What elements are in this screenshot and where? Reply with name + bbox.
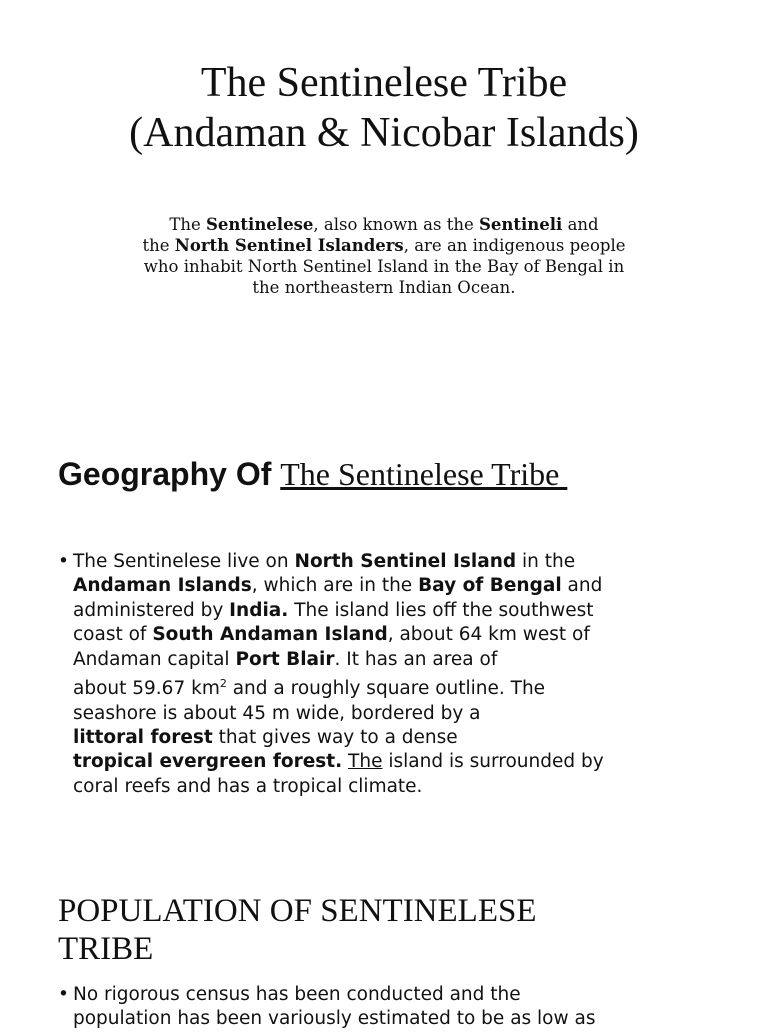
text: island is surrounded by: [382, 751, 604, 773]
text: in the: [516, 551, 576, 572]
text: , are an indigenous people: [403, 236, 626, 255]
text: . It has an area of: [334, 648, 498, 670]
text: and: [562, 215, 599, 234]
pop-line-1: No rigorous census has been conducted and the: [73, 984, 521, 1005]
term: Andaman Islands: [73, 575, 252, 597]
population-text: [73, 983, 698, 1032]
population-heading: [58, 892, 658, 968]
geo-line-6: [73, 672, 698, 702]
term: India.: [229, 599, 289, 621]
text: , about 64 km west of: [387, 624, 590, 646]
text: administered by: [73, 599, 230, 621]
geo-line-3: [73, 599, 698, 623]
text: the: [142, 236, 175, 255]
superscript: 2: [219, 677, 227, 691]
title-line-2: (Andaman & Nicobar Islands): [129, 110, 639, 156]
text: , also known as the: [313, 215, 479, 234]
intro-line-4: the northeastern Indian Ocean.: [252, 278, 516, 297]
term: littoral forest: [73, 727, 213, 748]
text: and a roughly square outline. The: [226, 678, 546, 700]
text: that gives way to a dense: [212, 727, 458, 748]
term: South Andaman Island: [152, 624, 388, 646]
text: and: [561, 575, 603, 597]
term: North Sentinel Island: [294, 551, 517, 572]
geo-line-5: [73, 648, 698, 672]
geography-heading: [58, 456, 567, 493]
geo-line-1: [73, 550, 698, 574]
text: The island lies off the southwest: [288, 599, 594, 621]
term-north-sentinel-islanders: North Sentinel Islanders: [174, 236, 404, 255]
heading-line-1: POPULATION OF SENTINELESE: [58, 893, 537, 929]
intro-line-3: who inhabit North Sentinel Island in the Bay of Bengal in: [143, 257, 625, 276]
text: coast of: [73, 624, 153, 646]
text: , which are in the: [251, 575, 419, 597]
intro-line-2: [88, 235, 680, 256]
text: about 59.67 km: [73, 678, 220, 700]
intro-line-1: [88, 214, 680, 235]
text: The: [169, 215, 207, 234]
term-sentinelese: Sentinelese: [206, 215, 314, 234]
underlined-text: The: [348, 751, 383, 773]
intro-paragraph: [88, 214, 680, 298]
pop-line-2: population has been variously estimated to be as low as: [73, 1008, 596, 1030]
title-line-1: The Sentinelese Tribe: [200, 60, 568, 106]
text: Andaman capital: [73, 648, 236, 670]
text: The Sentinelese live on: [73, 551, 295, 572]
heading-line-2: TRIBE: [58, 931, 154, 967]
geo-line-9: [73, 750, 698, 774]
geo-line-2: [73, 574, 698, 598]
term: tropical evergreen forest.: [73, 751, 343, 773]
bullet-marker: •: [58, 551, 69, 572]
geo-line-4: [73, 623, 698, 647]
heading-part-serif: The Sentinelese Tribe: [280, 456, 568, 492]
geo-line-7: seashore is about 45 m wide, bordered by a: [73, 702, 481, 724]
bullet-marker: •: [58, 984, 69, 1005]
term: Port Blair: [235, 648, 335, 670]
heading-part-sans: Geography Of: [58, 456, 281, 492]
geo-line-8: [73, 726, 698, 750]
geo-line-10: coral reefs and has a tropical climate.: [73, 775, 423, 797]
term: Bay of Bengal: [418, 575, 562, 597]
geography-text: [73, 550, 698, 799]
term-sentineli: Sentineli: [479, 215, 563, 234]
document-title: [0, 58, 768, 158]
